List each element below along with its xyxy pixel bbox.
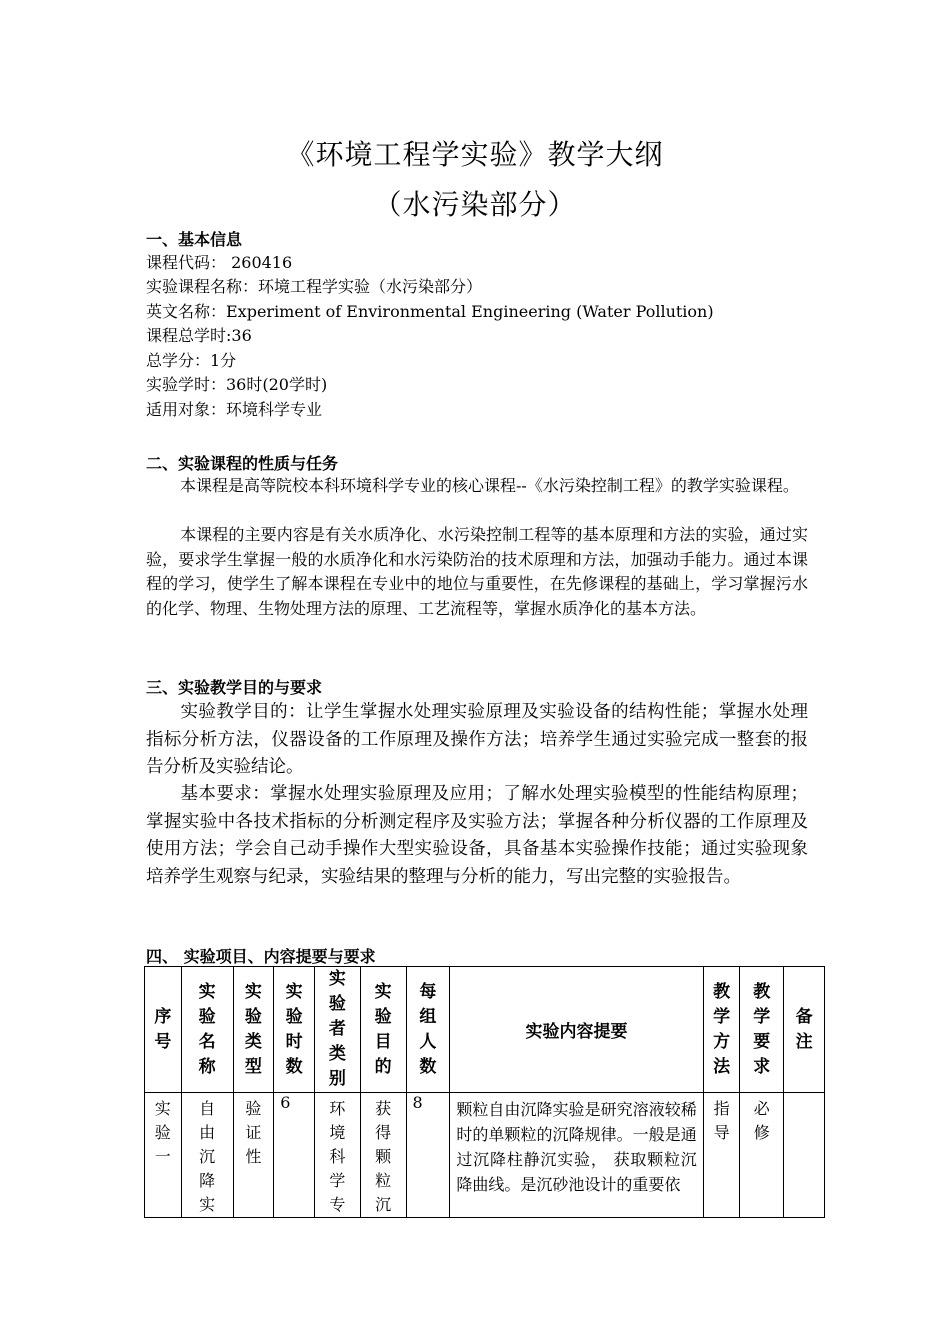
nature-paragraph-1 — [146, 474, 808, 499]
cell-note — [784, 1093, 825, 1218]
info-english-name: 英文名称：Experiment of Environmental Engineering (Water Pollution) — [146, 302, 714, 321]
header-seq: 序号 — [145, 967, 182, 1093]
cell-goal: 获得颗粒沉 — [360, 1093, 406, 1218]
goals-paragraph-1-text: 实验教学目的：让学生掌握水处理实验原理及实验设备的结构性能；掌握水处理指标分析方法，仪器设备的工作原理及操作方法；培养学生通过实验完成一整套的报告分析及实验结论。 — [146, 702, 808, 777]
cell-category: 环境科学专 — [314, 1093, 360, 1218]
nature-paragraph-2 — [146, 523, 808, 621]
cell-require: 必修 — [740, 1093, 784, 1218]
info-total-hours: 课程总学时:36 — [146, 326, 252, 345]
cell-seq: 实验一 — [145, 1093, 182, 1218]
table-row — [145, 1093, 825, 1218]
header-category: 实验者类别 — [314, 967, 360, 1093]
info-lab-hours: 实验学时：36时(20学时) — [146, 375, 328, 394]
table-header-row — [145, 967, 825, 1093]
cell-method: 指导 — [703, 1093, 740, 1218]
goals-paragraph-2-text: 基本要求：掌握水处理实验原理及应用；了解水处理实验模型的性能结构原理；掌握实验中各技术指标的分析测定程序及实验方法；掌握各种分析仪器的工作原理及使用方法；学会自己动手操作大型实验设备，具备基本实验操作技能；通过实验现象培养学生观察与纪录，实验结果的整理与分析的能力，写出完整的实验报告。 — [146, 784, 808, 887]
cell-type: 验证性 — [233, 1093, 274, 1218]
goals-paragraph-1 — [146, 699, 808, 782]
cell-content: 颗粒自由沉降实验是研究溶液较稀时的单颗粒的沉降规律。一般是通过沉降柱静沉实验， 获取颗粒沉降曲线。是沉砂池设计的重要依 — [450, 1093, 703, 1218]
cell-hours: 6 — [274, 1093, 315, 1218]
header-method: 教学方法 — [703, 967, 740, 1093]
cell-group: 8 — [406, 1093, 450, 1218]
header-goal: 实验目的 — [360, 967, 406, 1093]
experiment-table — [144, 966, 825, 1218]
info-course-name: 实验课程名称：环境工程学实验（水污染部分） — [146, 277, 483, 296]
header-require: 教学要求 — [740, 967, 784, 1093]
section-heading-basic-info: 一、基本信息 — [146, 230, 243, 249]
header-name: 实验名称 — [181, 967, 233, 1093]
header-note: 备注 — [784, 967, 825, 1093]
section-heading-projects: 四、 实验项目、内容提要与要求 — [146, 947, 376, 966]
info-course-code: 课程代码： 260416 — [146, 253, 293, 272]
info-credits: 总学分：1分 — [146, 351, 237, 370]
cell-name: 自由沉降实 — [181, 1093, 233, 1218]
section-heading-nature: 二、实验课程的性质与任务 — [146, 454, 339, 473]
section-heading-goals: 三、实验教学目的与要求 — [146, 678, 323, 697]
info-audience: 适用对象：环境科学专业 — [146, 400, 323, 419]
document-subtitle: （水污染部分） — [373, 188, 577, 221]
header-hours: 实验时数 — [274, 967, 315, 1093]
nature-paragraph-2-text: 本课程的主要内容是有关水质净化、水污染控制工程等的基本原理和方法的实验，通过实验，要求学生掌握一般的水质净化和水污染防治的技术原理和方法，加强动手能力。通过本课程的学习，使学生了解本课程在专业中的地位与重要性，在先修课程的基础上，学习掌握污水的化学、物理、生物处理方法的原理、工艺流程等，掌握水质净化的基本方法。 — [146, 525, 808, 618]
header-type: 实验类型 — [233, 967, 274, 1093]
nature-paragraph-1-text: 本课程是高等院校本科环境科学专业的核心课程--《水污染控制工程》的教学实验课程。 — [180, 476, 799, 495]
document-title: 《环境工程学实验》教学大纲 — [286, 138, 664, 171]
goals-paragraph-2 — [146, 781, 808, 891]
header-group: 每组人数 — [406, 967, 450, 1093]
header-content: 实验内容提要 — [450, 967, 703, 1093]
